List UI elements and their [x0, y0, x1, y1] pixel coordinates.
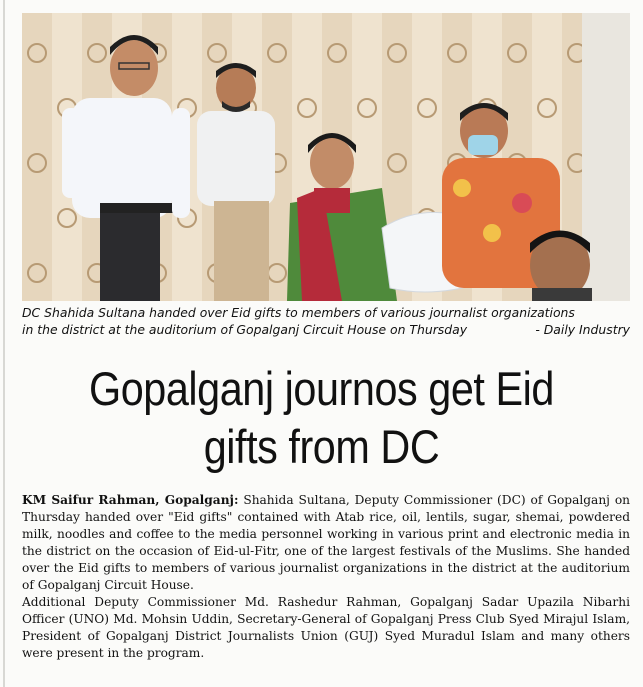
article-paragraph-2: Additional Deputy Commissioner Md. Rashedur Rahman, Gopalganj Sadar Upazila Nibarhi Officer (UNO) Md. Mohsin Uddin, Secretary-General of Gopalganj Press Club Syed Mirajul Islam, President of Gopalganj District Journalists Union (GUJ) Syed Muradul Islam and many others were present in the program. — [22, 595, 630, 660]
caption-line-2: in the district at the auditorium of Gopalganj Circuit House on Thursday — [22, 322, 468, 337]
article-paragraph-1-text: Shahida Sultana, Deputy Commissioner (DC) of Gopalganj on Thursday handed over "Eid gifts" contained with Atab rice, oil, lentils, sugar, shemai, powdered milk, noodles and coffee to the media personnel working in various print and electronic media in the district on the occasion of Eid-ul-Fitr, one of the largest festivals of the Muslims. She handed over the Eid gifts to members of various journalist organizations in the district at the auditorium of Gopalganj Circuit House. — [22, 493, 631, 592]
caption-line-2-row — [22, 321, 630, 338]
article-body — [22, 492, 630, 662]
news-photo — [22, 13, 630, 301]
article-paragraph-1 — [22, 492, 630, 594]
photo-caption — [22, 304, 630, 338]
headline-line-2: gifts from DC — [203, 420, 440, 473]
caption-line-1: DC Shahida Sultana handed over Eid gifts to members of various journalist organizations — [22, 305, 575, 320]
seated-man-figure — [530, 231, 592, 302]
byline: KM Saifur Rahman, Gopalganj: — [22, 493, 239, 507]
column-rule — [3, 0, 5, 687]
photo-illustration — [22, 13, 630, 301]
headline — [47, 360, 595, 476]
photo-credit: - Daily Industry — [535, 322, 630, 337]
headline-line-1: Gopalganj journos get Eid — [89, 362, 554, 415]
